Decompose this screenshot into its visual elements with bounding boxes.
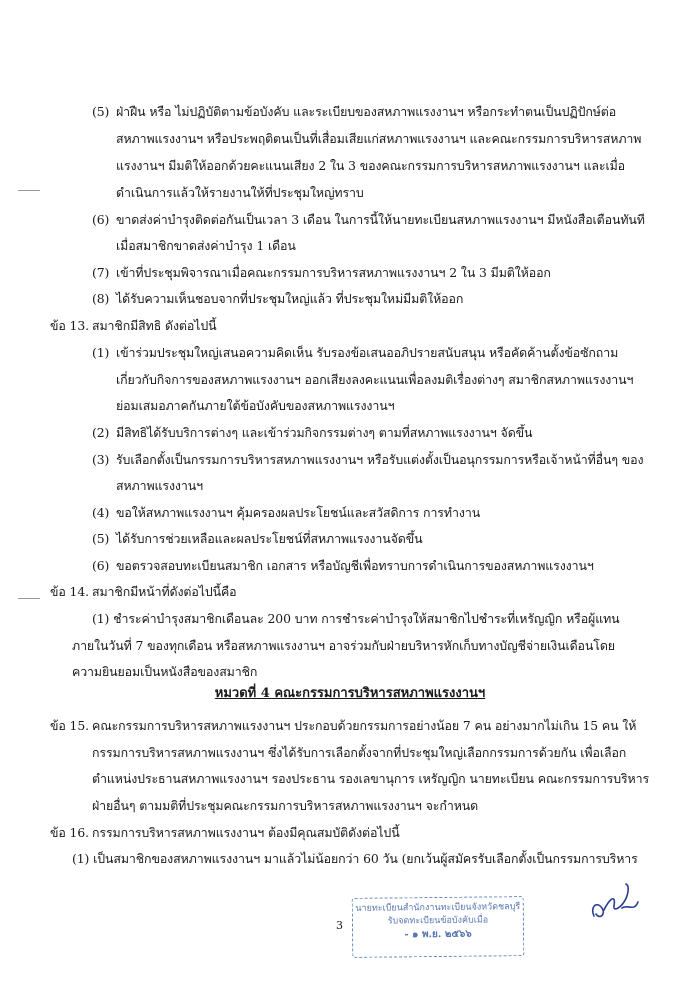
item-number: (4) xyxy=(92,505,110,520)
text-line: ได้รับความเห็นชอบจากที่ประชุมใหญ่แล้ว ที่ประชุมใหม่มีมติให้ออก xyxy=(116,291,464,306)
registration-stamp xyxy=(352,896,525,958)
article-title: สมาชิกมีสิทธิ ดังต่อไปนี้ xyxy=(92,318,217,333)
text-line: ขอตรวจสอบทะเบียนสมาชิก เอกสาร หรือบัญชีเพื่อทราบการดำเนินการของสหภาพแรงงานฯ xyxy=(116,558,594,573)
text-line: เมื่อสมาชิกขาดส่งค่าบำรุง 1 เดือน xyxy=(116,238,296,253)
text-line: ฝ่ายอื่นๆ ตามมติที่ประชุมคณะกรรมการบริหารสหภาพแรงงานฯ จะกำหนด xyxy=(92,798,479,813)
article-label: ข้อ 13. xyxy=(50,318,89,333)
item-number: (1) xyxy=(92,345,110,360)
text-line: ตำแหน่งประธานสหภาพแรงงานฯ รองประธาน รองเลขานุการ เหรัญญิก นายทะเบียน คณะกรรมการบริหาร xyxy=(92,771,650,786)
text-line: ภายในวันที่ 7 ของทุกเดือน หรือสหภาพแรงงานฯ อาจร่วมกับฝ่ายบริหารหักเก็บทางบัญชีจ่ายเงินเดือนโดย xyxy=(72,638,615,653)
signature-icon xyxy=(586,878,646,928)
item-number: (7) xyxy=(92,265,110,280)
article-title: สมาชิกมีหน้าที่ดังต่อไปนี้คือ xyxy=(92,584,237,599)
article-label: ข้อ 16. xyxy=(50,825,89,840)
article-label: ข้อ 15. xyxy=(50,718,89,733)
text-line: ความยินยอมเป็นหนังสือของสมาชิก xyxy=(72,664,258,679)
text-line: สหภาพแรงงานฯ xyxy=(116,478,203,493)
text-line: (1) ชำระค่าบำรุงสมาชิกเดือนละ 200 บาท การชำระค่าบำรุงให้สมาชิกไปชำระที่เหรัญญิก หรือผู้แทน xyxy=(92,611,620,626)
page-number: 3 xyxy=(336,919,343,932)
article-label: ข้อ 14. xyxy=(50,584,89,599)
text-line: มีสิทธิได้รับบริการต่างๆ และเข้าร่วมกิจกรรมต่างๆ ตามที่สหภาพแรงงานฯ จัดขึ้น xyxy=(116,425,533,440)
text-line: กรรมการบริหารสหภาพแรงงานฯ ซึ่งได้รับการเลือกตั้งจากที่ประชุมใหญ่เลือกกรรมการด้วยกัน เพื่อเลือก xyxy=(92,745,627,760)
text-line: เกี่ยวกับกิจการของสหภาพแรงงานฯ ออกเสียงลงคะแนนเพื่อลงมติเรื่องต่างๆ สมาชิกสหภาพแรงงานฯ xyxy=(116,372,634,387)
text-line: ขาดส่งค่าบำรุงติดต่อกันเป็นเวลา 3 เดือน ในการนี้ให้นายทะเบียนสหภาพแรงงานฯ มีหนังสือเตือนทันที xyxy=(116,212,645,227)
text-line: ได้รับการช่วยเหลือและผลประโยชน์ที่สหภาพแรงงานจัดขึ้น xyxy=(116,531,423,546)
text-line: ดำเนินการแล้วให้รายงานให้ที่ประชุมใหญ่ทราบ xyxy=(116,185,364,200)
article-title: กรรมการบริหารสหภาพแรงงานฯ ต้องมีคุณสมบัติดังต่อไปนี้ xyxy=(92,825,400,840)
text-line: สหภาพแรงงานฯ หรือประพฤติตนเป็นที่เสื่อมเสียแก่สหภาพแรงงานฯ และคณะกรรมการบริหารสหภาพ xyxy=(116,131,642,146)
text-line: รับเลือกตั้งเป็นกรรมการบริหารสหภาพแรงงานฯ หรือรับแต่งตั้งเป็นอนุกรรมการหรือเจ้าหน้าที่อื่นๆ ของ xyxy=(116,452,644,467)
item-number: (2) xyxy=(92,425,110,440)
punch-mark xyxy=(18,598,40,599)
stamp-date: - ๑ พ.ย. ๒๕๖๖ xyxy=(404,928,472,941)
item-number: (5) xyxy=(92,531,110,546)
text-line: เข้าร่วมประชุมใหญ่เสนอความคิดเห็น รับรองข้อเสนออภิปรายสนับสนุน หรือคัดค้านตั้งข้อซักถาม xyxy=(116,345,619,360)
item-number: (8) xyxy=(92,291,110,306)
text-line: ฝ่าฝืน หรือ ไม่ปฏิบัติตามข้อบังคับ และระเบียบของสหภาพแรงงานฯ หรือกระทำตนเป็นปฏิปักษ์ต่อ xyxy=(116,104,617,119)
text-line: คณะกรรมการบริหารสหภาพแรงงานฯ ประกอบด้วยกรรมการอย่างน้อย 7 คน อย่างมากไม่เกิน 15 คน ให้ xyxy=(92,718,637,733)
chapter-heading: หมวดที่ 4 คณะกรรมการบริหารสหภาพแรงงานฯ xyxy=(214,686,486,701)
text-line: แรงงานฯ มีมติให้ออกด้วยคะแนนเสียง 2 ใน 3 ของคณะกรรมการบริหารสหภาพแรงงานฯ และเมื่อ xyxy=(116,158,625,173)
text-line: เข้าที่ประชุมพิจารณาเมื่อคณะกรรมการบริหารสหภาพแรงงานฯ 2 ใน 3 มีมติให้ออก xyxy=(116,265,551,280)
text-line: ขอให้สหภาพแรงงานฯ คุ้มครองผลประโยชน์และสวัสดิการ การทำงาน xyxy=(116,505,481,520)
item-number: (3) xyxy=(92,452,110,467)
text-line: (1) เป็นสมาชิกของสหภาพแรงงานฯ มาแล้วไม่น้อยกว่า 60 วัน (ยกเว้นผู้สมัครรับเลือกตั้งเป็นกรรมการบริหาร xyxy=(72,851,638,866)
punch-mark xyxy=(18,190,40,191)
item-number: (5) xyxy=(92,104,110,119)
text-line: ย่อมเสมอภาคกันภายใต้ข้อบังคับของสหภาพแรงงานฯ xyxy=(116,398,395,413)
stamp-line: นายทะเบียนสำนักงานทะเบียนจังหวัดชลบุรี xyxy=(355,902,521,914)
stamp-line: รับจดทะเบียนข้อบังคับเมื่อ xyxy=(387,915,489,927)
item-number: (6) xyxy=(92,212,110,227)
item-number: (6) xyxy=(92,558,110,573)
